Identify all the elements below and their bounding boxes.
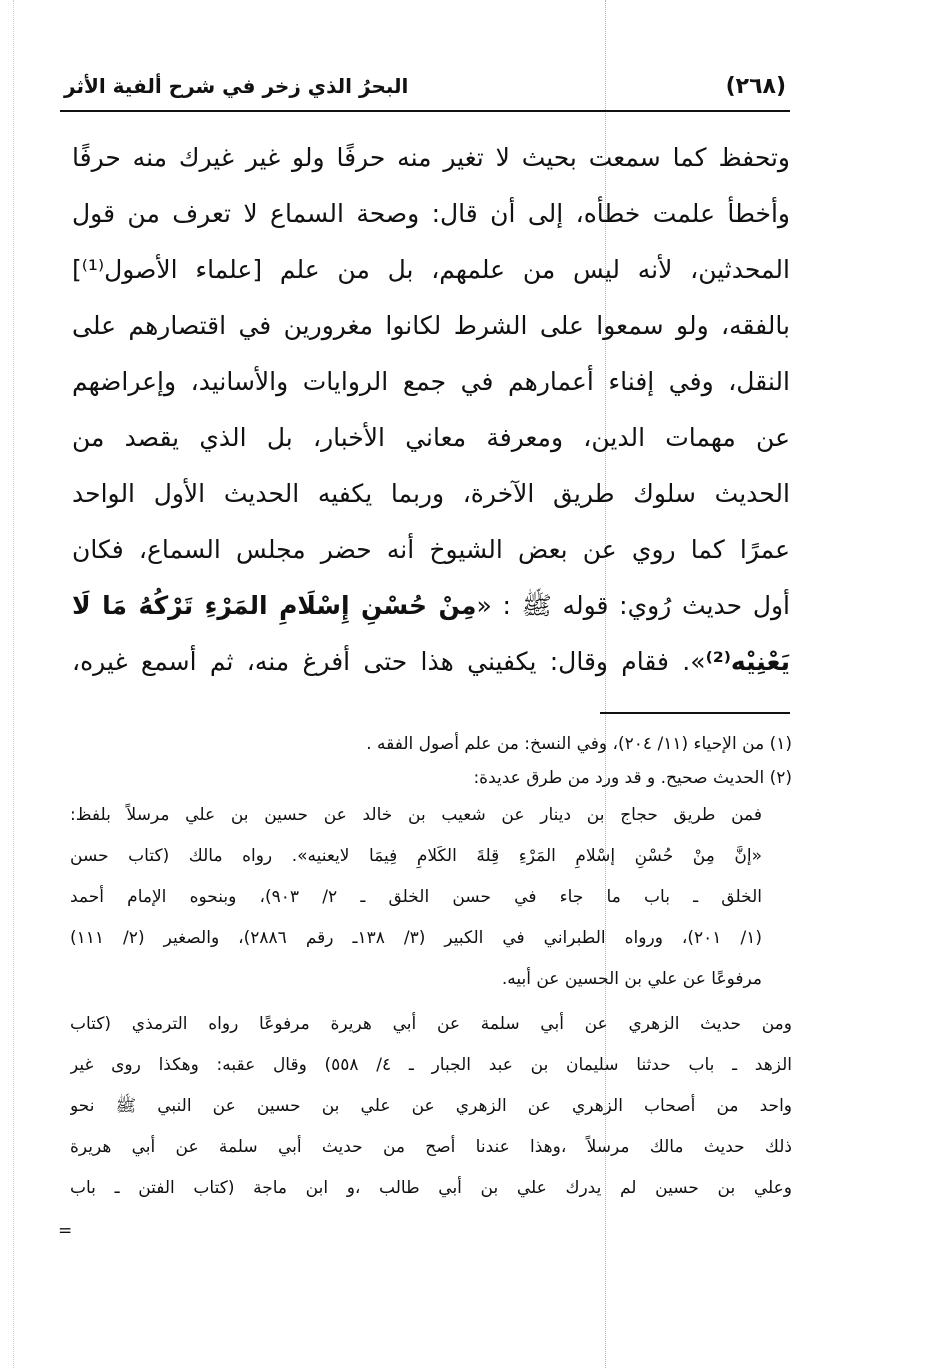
- footnote-line: فمن طريق حجاج بن دينار عن شعيب بن خالد عن حسين بن علي مرسلاً بلفظ:: [70, 805, 762, 825]
- hadith-quote: مِنْ حُسْنِ إِسْلَامِ المَرْءِ تَرْكُهُ مَا لَا: [72, 591, 477, 620]
- text-line: وأخطأ علمت خطأه، إلى أن قال: وصحة السماع لا تعرف من قول: [72, 199, 790, 228]
- footnote-paragraph: [70, 1004, 792, 1209]
- footnote-line: (١/ ٢٠١)، ورواه الطبراني في الكبير (٣/ ١٣٨ـ رقم ٢٨٨٦)، والصغير (٢/ ١١١): [70, 928, 762, 948]
- footnote-line: واحد من أصحاب الزهري عن الزهري عن علي بن حسين عن النبي ﷺ نحو: [70, 1096, 792, 1116]
- footnote-line: الخلق ـ باب ما جاء في حسن الخلق ـ ٢/ ٩٠٣)، وبنحوه الإمام أحمد: [70, 887, 762, 907]
- text-line: عن مهمات الدين، ومعرفة معاني الأخبار، بل الذي يقصد من: [72, 423, 790, 452]
- text-line: بالفقه، ولو سمعوا على الشرط لكانوا مغرورين في اقتصارهم على: [72, 311, 790, 340]
- footnote-line: مرفوعًا عن علي بن الحسين عن أبيه.: [501, 969, 762, 989]
- text-line: الحديث سلوك طريق الآخرة، وربما يكفيه الحديث الأول الواحد: [72, 479, 790, 508]
- text-line: النقل، وفي إفناء أعمارهم في جمع الروايات والأسانيد، وإعراضهم: [72, 367, 790, 396]
- continuation-mark: =: [58, 1221, 73, 1241]
- hadith-quote: يَعْنِيْه⁽²⁾: [705, 647, 790, 676]
- footnote-line: الزهد ـ باب حدثنا سليمان بن عبد الجبار ـ ٤/ ٥٥٨) وقال عقبه: وهكذا روى غير: [70, 1055, 792, 1075]
- scan-artifact-line: [13, 0, 14, 1368]
- footnote-separator: [600, 712, 790, 714]
- footnote-line: ومن حديث الزهري عن أبي سلمة عن أبي هريرة مرفوعًا رواه الترمذي (كتاب: [70, 1014, 792, 1034]
- footnotes: [70, 727, 792, 1209]
- footnote-1: (١) من الإحياء (١١/ ٢٠٤)، وفي النسخ: من علم أصول الفقه .: [366, 734, 792, 754]
- text-line: عمرًا كما روي عن بعض الشيوخ أنه حضر مجلس السماع، فكان: [72, 535, 790, 564]
- footnote-line: ذلك حديث مالك مرسلاً ،وهذا عندنا أصح من حديث أبي سلمة عن أبي هريرة: [70, 1137, 792, 1157]
- footnote-line: وعلي بن حسين لم يدرك علي بن أبي طالب ،و ابن ماجة (كتاب الفتن ـ باب: [70, 1178, 792, 1198]
- text-line: [72, 578, 790, 634]
- text-line: وتحفظ كما سمعت بحيث لا تغير منه حرفًا ولو غير غيرك منه حرفًا: [72, 143, 790, 172]
- page-header: [60, 70, 790, 112]
- text-segment: ». فقام وقال: يكفيني هذا حتى أفرغ منه، ثم أسمع غيره،: [72, 647, 706, 676]
- running-title: البحرُ الذي زخر في شرح ألفية الأثر: [64, 74, 409, 98]
- main-text: [72, 130, 790, 690]
- page-number: (٢٦٨): [725, 74, 786, 99]
- footnote-line: «إنَّ مِنْ حُسْنِ إسْلامِ المَرْءِ قِلةَ الكَلامِ فِيمَا لايعنيه». رواه مالك (كتاب حسن: [70, 846, 762, 866]
- text-line: [72, 634, 790, 690]
- footnote-2-heading: (٢) الحديث صحيح. و قد ورد من طرق عديدة:: [473, 768, 792, 788]
- footnote-paragraph: [70, 795, 792, 1000]
- text-line: المحدثين، لأنه ليس من علمهم، بل من علم [علماء الأصول⁽¹⁾]: [72, 255, 790, 284]
- text-segment: أول حديث رُوي: قوله ﷺ : «: [476, 591, 790, 620]
